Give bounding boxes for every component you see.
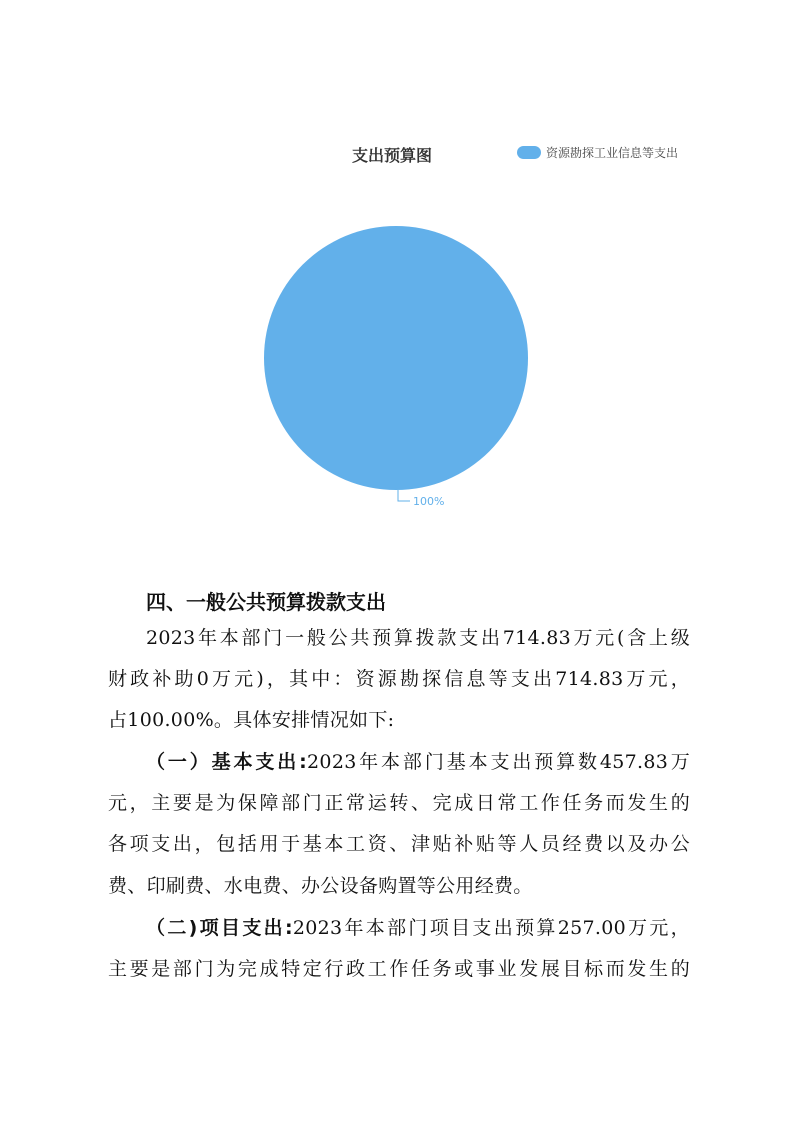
paragraph-line: 各项支出，包括用于基本工资、津贴补贴等人员经费以及办公 <box>108 833 690 855</box>
paragraph-line: 财政补助0万元)，其中：资源勘探信息等支出714.83万元， <box>108 668 690 690</box>
paragraph-line: 主要是部门为完成特定行政工作任务或事业发展目标而发生的 <box>108 958 690 980</box>
label-leader-line <box>398 490 410 501</box>
section-heading: 四、一般公共预算拨款支出 <box>146 590 386 614</box>
project-expense-text: 2023年本部门项目支出预算257.00万元， <box>292 917 690 939</box>
paragraph-line: 2023年本部门一般公共预算拨款支出714.83万元(含上级 <box>146 627 690 649</box>
paragraph-line: 元，主要是为保障部门正常运转、完成日常工作任务而发生的 <box>108 792 690 814</box>
pie-slice <box>264 226 528 490</box>
basic-expense-label: （一）基本支出: <box>146 751 308 773</box>
paragraph-line <box>146 916 690 940</box>
pie-svg <box>0 0 793 560</box>
basic-expense-text: 2023年本部门基本支出预算数457.83万 <box>307 751 690 773</box>
chart-title: 支出预算图 <box>352 146 433 165</box>
project-expense-label: （二)项目支出: <box>146 917 293 939</box>
pie-data-label: 100% <box>413 495 445 508</box>
paragraph-line: 占100.00%。具体安排情况如下: <box>108 709 395 731</box>
budget-pie-chart <box>0 0 793 560</box>
paragraph-line <box>146 750 690 774</box>
legend-label: 资源勘探工业信息等支出 <box>546 146 679 160</box>
paragraph-line: 费、印刷费、水电费、办公设备购置等公用经费。 <box>108 875 533 897</box>
